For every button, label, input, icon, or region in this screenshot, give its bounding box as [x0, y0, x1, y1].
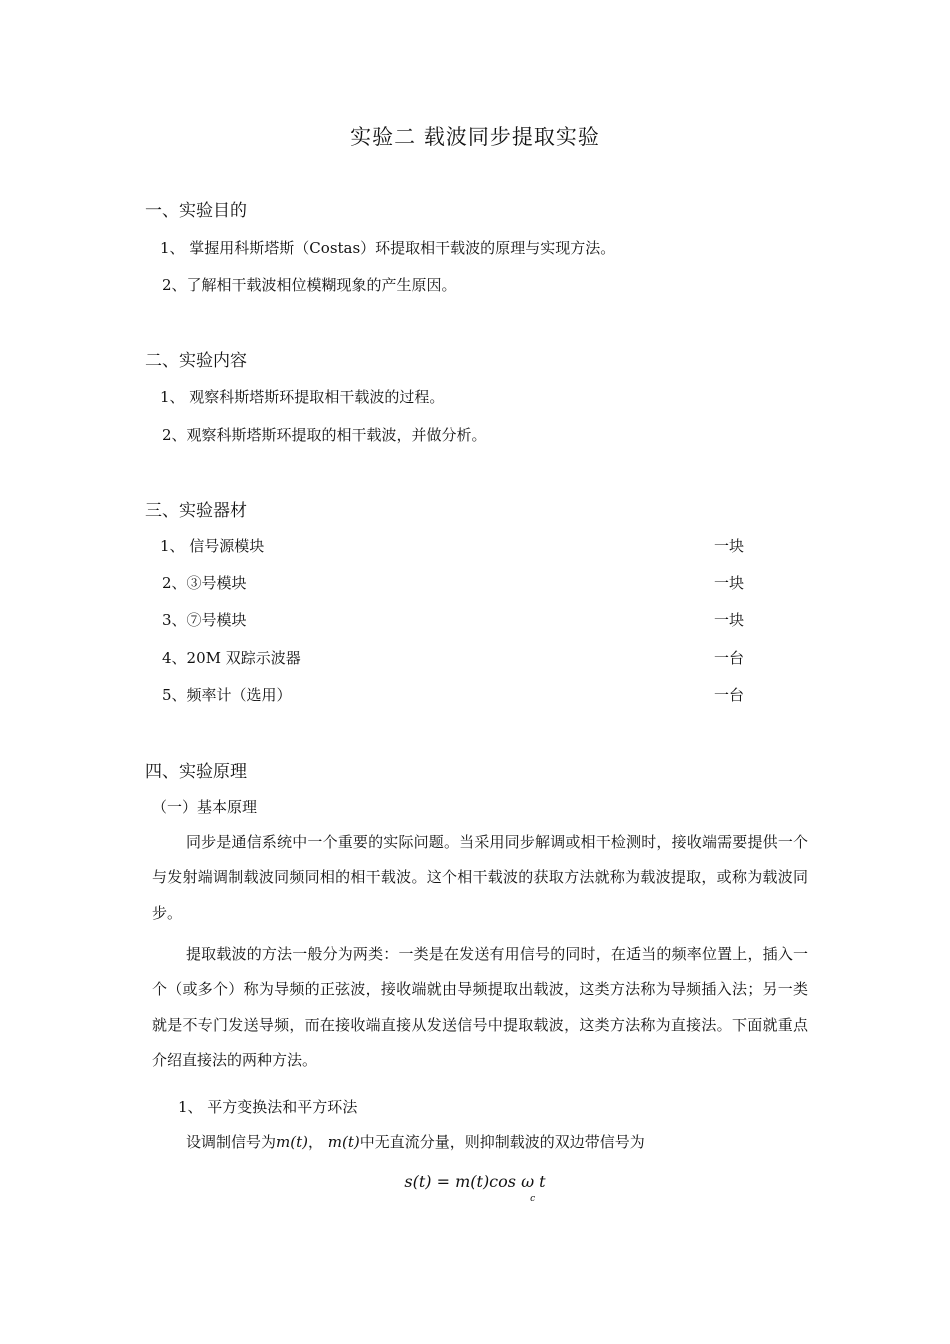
- subsection-heading: （一）基本原理: [152, 798, 258, 816]
- m-t-symbol: m(t): [276, 1133, 308, 1151]
- purpose-item-1: 1、 掌握用科斯塔斯（Costas）环提取相干载波的原理与实现方法。: [160, 239, 616, 257]
- content-item-1: 1、 观察科斯塔斯环提取相干载波的过程。: [160, 388, 445, 406]
- equipment-name: 2、③号模块: [162, 574, 247, 592]
- page-title: 实验二 载波同步提取实验: [350, 125, 600, 149]
- equipment-qty: 一块: [714, 611, 745, 629]
- paragraph-methods: 提取载波的方法一般分为两类：一类是在发送有用信号的同时，在适当的频率位置上，插入一个（或多个）称为导频的正弦波，接收端就由导频提取出载波，这类方法称为导频插入法；另一类就是不专门发送导频，而在接收端直接从发送信号中提取载波，这类方法称为直接法。下面就重点介绍直接法的两种方法。: [152, 945, 808, 1069]
- formula-main: s(t) = m(t)cos ω: [404, 1172, 535, 1191]
- equipment-qty: 一块: [714, 537, 745, 555]
- formula-t: t: [539, 1172, 546, 1191]
- equipment-name: 4、20M 双踪示波器: [162, 649, 301, 667]
- formula-subscript: c: [530, 1194, 536, 1204]
- dsb-formula: [0, 1172, 950, 1204]
- equipment-qty: 一台: [714, 686, 745, 704]
- modulation-line-text-b: 中无直流分量，则抑制载波的双边带信号为: [359, 1133, 645, 1151]
- equipment-name: 1、 信号源模块: [160, 537, 265, 555]
- separator: ，: [307, 1133, 323, 1151]
- content-item-2: 2、观察科斯塔斯环提取的相干载波，并做分析。: [162, 426, 487, 444]
- paragraph-sync: 同步是通信系统中一个重要的实际问题。当采用同步解调或相干检测时，接收端需要提供一个与发射端调制载波同频同相的相干载波。这个相干载波的获取方法就称为载波提取，或称为载波同步。: [152, 833, 808, 922]
- equipment-qty: 一块: [714, 574, 745, 592]
- modulation-line: [186, 1131, 645, 1152]
- section-heading-purpose: 一、实验目的: [145, 201, 247, 221]
- equipment-name: 3、⑦号模块: [162, 611, 247, 629]
- method-heading: 1、 平方变换法和平方环法: [178, 1098, 358, 1116]
- m-t-symbol: m(t): [327, 1133, 360, 1151]
- section-heading-equipment: 三、实验器材: [145, 501, 247, 521]
- section-heading-principle: 四、实验原理: [145, 762, 247, 782]
- purpose-item-2: 2、了解相干载波相位模糊现象的产生原因。: [162, 276, 457, 294]
- equipment-name: 5、频率计（选用）: [162, 686, 292, 704]
- section-heading-content: 二、实验内容: [145, 351, 247, 371]
- equipment-qty: 一台: [714, 649, 745, 667]
- modulation-line-text-a: 设调制信号为: [186, 1133, 277, 1151]
